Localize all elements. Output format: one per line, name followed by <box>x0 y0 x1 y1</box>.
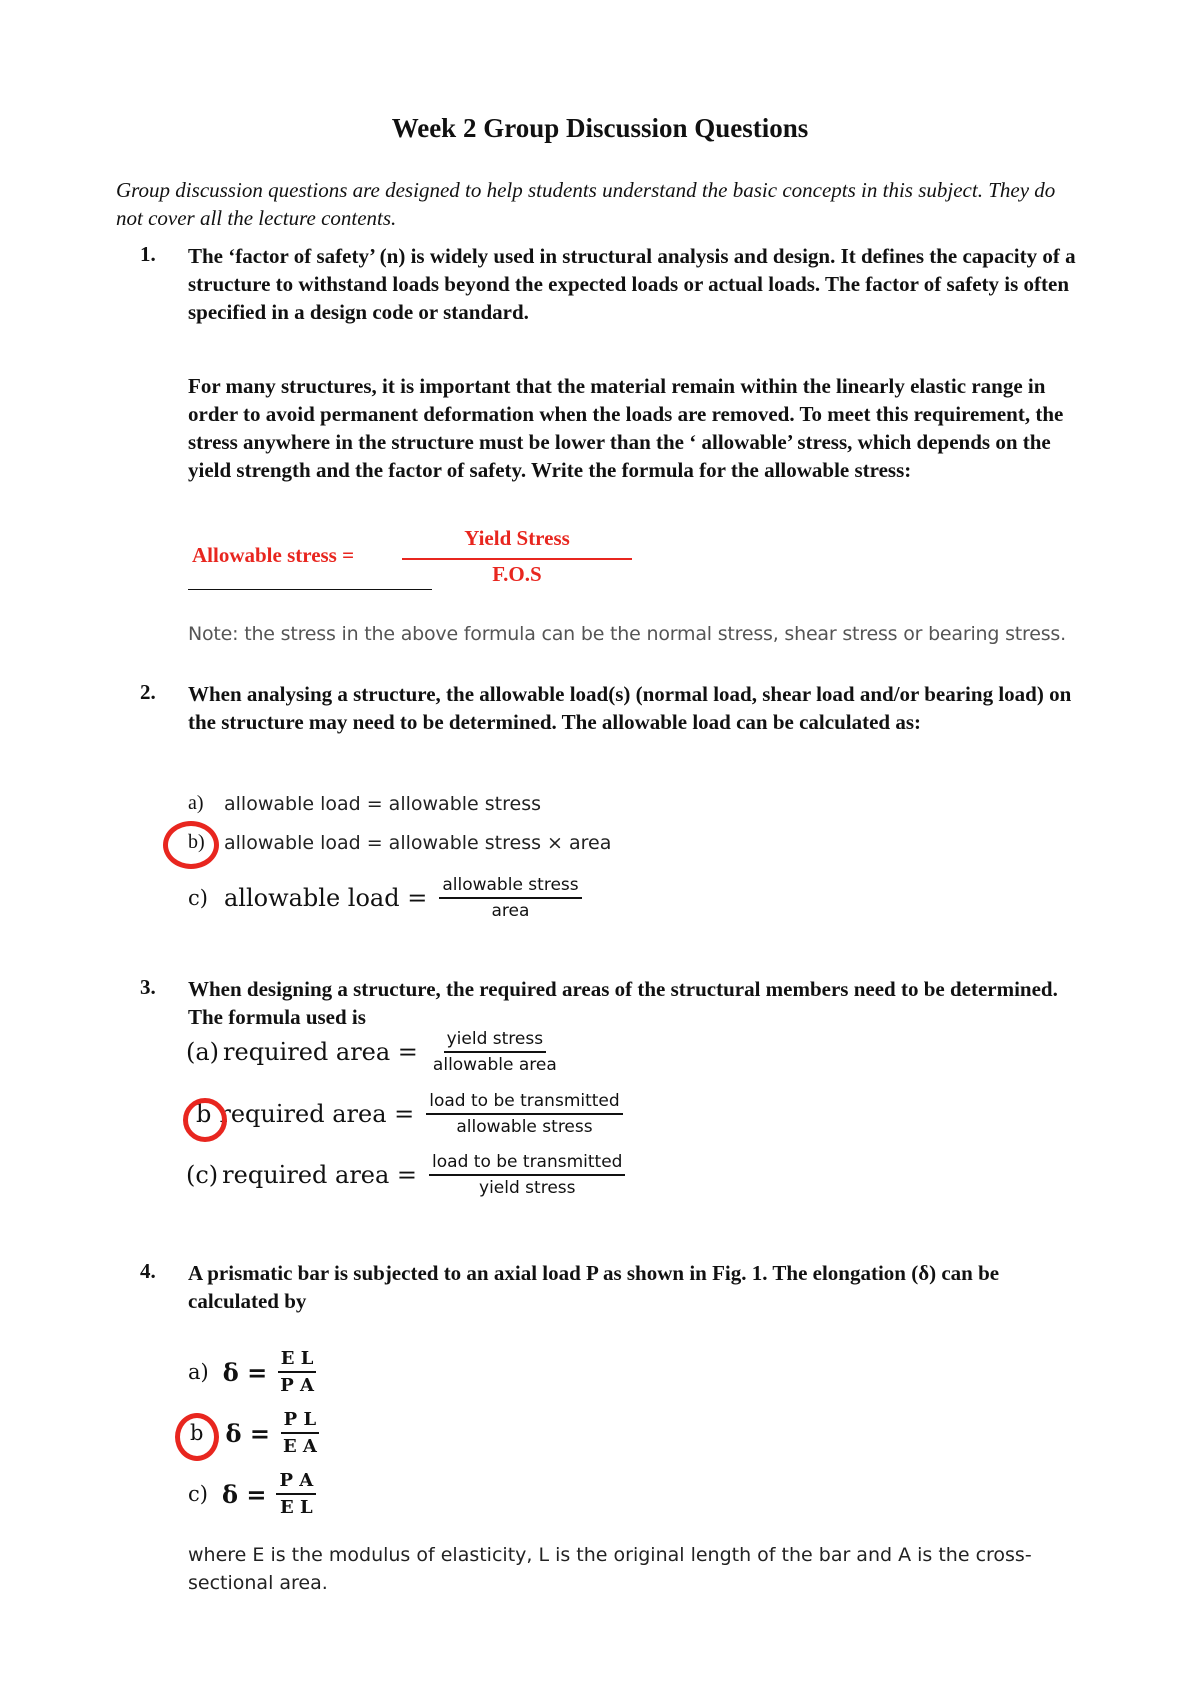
q4-option-c-denominator: E L <box>280 1497 313 1518</box>
q2-option-c-label: c) <box>188 886 208 910</box>
q4-option-a-numerator: E L <box>278 1348 317 1373</box>
q2-option-a-label: a) <box>188 792 204 814</box>
q3-option-a <box>186 1022 560 1082</box>
q3-option-a-denominator: allowable area <box>432 1055 557 1075</box>
q3-option-a-lhs: required area = <box>223 1038 418 1066</box>
q4-option-b-denominator: E A <box>282 1436 317 1457</box>
q3-option-b-denominator: allowable stress <box>456 1117 593 1137</box>
q3-option-c-label: (c) <box>186 1161 219 1189</box>
q1-paragraph-2: For many structures, it is important that the material remain within the linearly elastic range in order to avoid permanent deformation when the loads are removed. To meet this requirement, the stress anywhere in the structure must be lower than the ‘ allowable’ stress, which depends on the yield strength and the factor of safety. Write the formula for the allowable stress: <box>188 374 1064 482</box>
q3-number: 3. <box>140 975 156 999</box>
q3-option-b-fraction <box>426 1091 622 1137</box>
q4-option-a-fraction <box>277 1348 317 1396</box>
q2-option-a-text: allowable load = allowable stress <box>224 793 541 815</box>
q4-option-c-fraction <box>276 1470 316 1518</box>
q3-option-c-lhs: required area = <box>222 1161 418 1189</box>
q4-option-b-label: b <box>190 1421 204 1445</box>
q1-paragraph-1: The ‘factor of safety’ (n) is widely used in structural analysis and design. It defines the capacity of a structure to withstand loads beyond the expected loads or actual loads. The factor of safety is often specified in a design code or standard. <box>188 244 1076 324</box>
q3-option-b <box>186 1084 623 1144</box>
q3-option-c-fraction <box>429 1152 625 1198</box>
answer-label: Allowable stress = <box>192 543 355 567</box>
q3-text: When designing a structure, the required areas of the structural members need to be determined. The formula used is <box>188 977 1058 1029</box>
q3-option-c-denominator: yield stress <box>479 1178 576 1198</box>
page-title: Week 2 Group Discussion Questions <box>391 113 809 143</box>
q4-footer: where E is the modulus of elasticity, L is the original length of the bar and A is the cross-sectional area. <box>188 1544 1032 1594</box>
q4-option-a-label: a) <box>188 1360 209 1384</box>
q1-note: Note: the stress in the above formula can be the normal stress, shear stress or bearing stress. <box>188 623 1066 645</box>
answer-fraction-bar <box>402 558 632 560</box>
q2-option-c-numerator: allowable stress <box>439 875 581 899</box>
answer-denominator: F.O.S <box>492 562 542 586</box>
q3-option-a-fraction <box>430 1029 560 1075</box>
q3-option-c <box>186 1145 625 1205</box>
q4-option-a-denominator: P A <box>280 1375 314 1396</box>
q4-option-b-fraction <box>280 1409 320 1457</box>
q4-text: A prismatic bar is subjected to an axial load P as shown in Fig. 1. The elongation (δ) can be calculated by <box>188 1261 1000 1313</box>
q2-option-c-lhs: allowable load = <box>223 884 428 912</box>
q3-option-c-numerator: load to be transmitted <box>429 1152 625 1176</box>
answer-circle-q2 <box>163 821 219 869</box>
q2-option-c <box>188 868 582 928</box>
q2-number: 2. <box>140 680 156 704</box>
q3-option-a-label: (a) <box>186 1038 220 1066</box>
q2-option-c-denominator: area <box>491 901 530 921</box>
q4-option-a <box>188 1343 317 1401</box>
answer-blank-line <box>188 589 432 590</box>
q4-option-b-numerator: P L <box>281 1409 319 1434</box>
q3-option-a-numerator: yield stress <box>444 1029 546 1053</box>
q4-option-c <box>188 1465 316 1523</box>
q2-text: When analysing a structure, the allowable load(s) (normal load, shear load and/or bearing load) on the structure may need to be determined. The allowable load can be calculated as: <box>188 682 1072 734</box>
q3-option-b-label: b <box>196 1100 212 1128</box>
q2-option-c-fraction <box>439 875 581 921</box>
q2-option-b-text: allowable load = allowable stress × area <box>224 832 612 854</box>
q3-option-b-numerator: load to be transmitted <box>426 1091 622 1115</box>
q3-option-b-lhs: required area = <box>219 1100 415 1128</box>
q4-option-c-lhs: δ = <box>221 1479 267 1509</box>
q4-option-c-label: c) <box>188 1482 208 1506</box>
q4-option-c-numerator: P A <box>276 1470 316 1495</box>
answer-numerator: Yield Stress <box>464 526 570 550</box>
q4-option-b-lhs: δ = <box>225 1418 270 1448</box>
q4-option-a-lhs: δ = <box>222 1357 268 1387</box>
answer-circle-q3 <box>183 1098 227 1142</box>
intro-text: Group discussion questions are designed to help students understand the basic concepts in this subject. They do not cover all the lecture contents. <box>116 178 1056 230</box>
q2-option-b-label: b) <box>188 831 205 853</box>
answer-circle-q4 <box>175 1413 219 1461</box>
q1-number: 1. <box>140 242 156 266</box>
q4-number: 4. <box>140 1259 156 1283</box>
